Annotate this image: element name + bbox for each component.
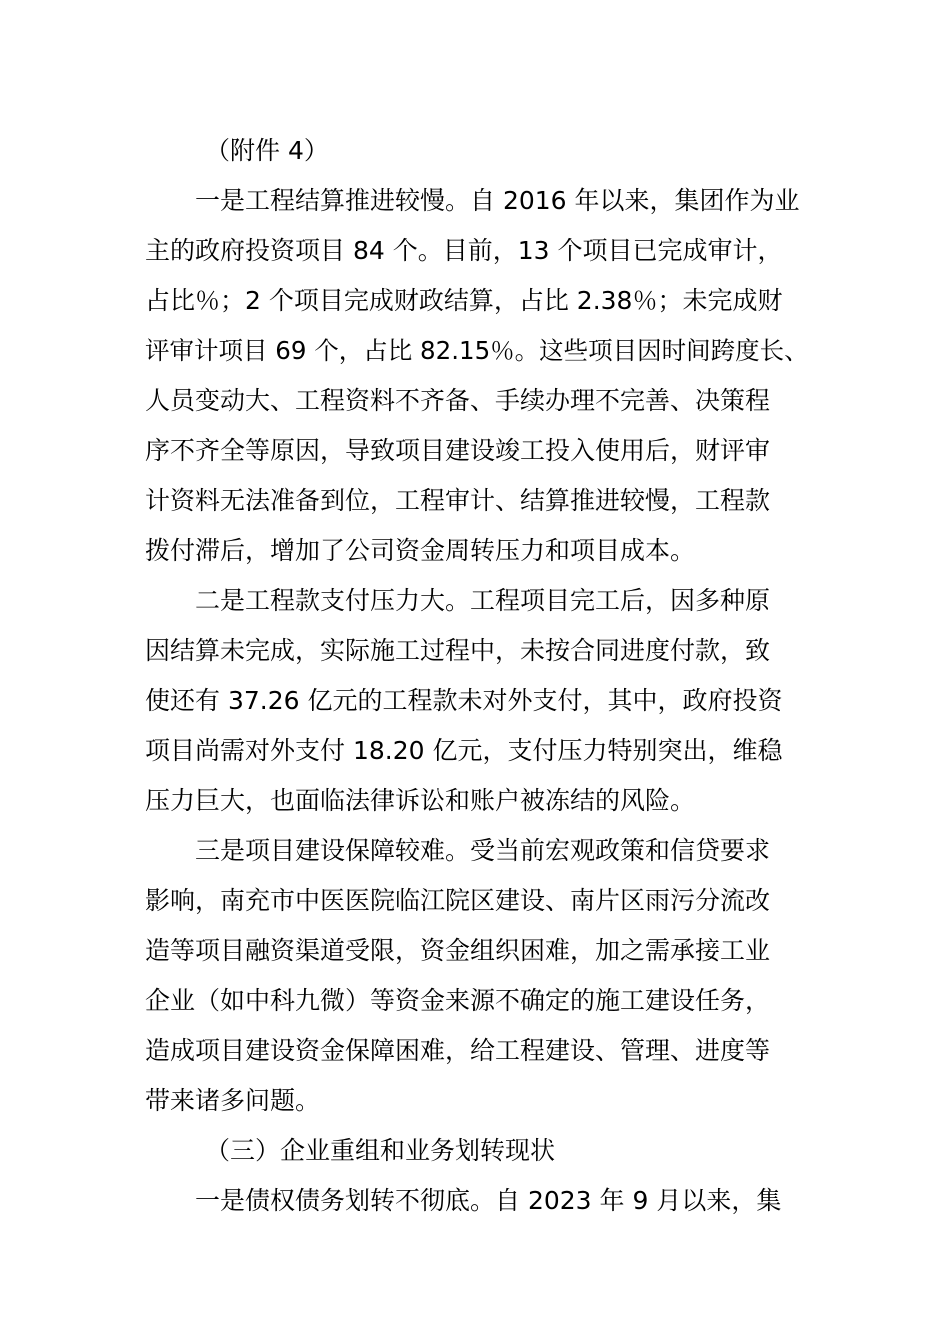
paragraph-1-line-7: 计资料无法准备到位，工程审计、结算推进较慢，工程款 bbox=[145, 486, 771, 515]
section-heading: （三）企业重组和业务划转现状 bbox=[205, 1136, 556, 1165]
paragraph-1-line-3: 占比％；2 个项目完成财政结算，占比 2.38％；未完成财 bbox=[145, 286, 783, 315]
paragraph-3-line-1: 三是项目建设保障较难。受当前宏观政策和信贷要求 bbox=[195, 836, 771, 865]
paragraph-3-line-6: 带来诸多问题。 bbox=[145, 1086, 321, 1115]
paragraph-2-line-4: 项目尚需对外支付 18.20 亿元，支付压力特别突出，维稳 bbox=[145, 736, 783, 765]
paragraph-4-line-1: 一是债权债务划转不彻底。自 2023 年 9 月以来，集 bbox=[195, 1186, 782, 1215]
paragraph-2-line-3: 使还有 37.26 亿元的工程款未对外支付，其中，政府投资 bbox=[145, 686, 783, 715]
paragraph-1-line-4: 评审计项目 69 个，占比 82.15％。这些项目因时间跨度长、 bbox=[145, 336, 809, 365]
paragraph-1-line-8: 拨付滞后，增加了公司资金周转压力和项目成本。 bbox=[145, 536, 696, 565]
paragraph-1-line-2: 主的政府投资项目 84 个。目前，13 个项目已完成审计， bbox=[145, 236, 783, 265]
paragraph-1-line-5: 人员变动大、工程资料不齐备、手续办理不完善、决策程 bbox=[145, 386, 771, 415]
attachment-label: （附件 4） bbox=[205, 136, 329, 165]
paragraph-2-line-5: 压力巨大，也面临法律诉讼和账户被冻结的风险。 bbox=[145, 786, 696, 815]
paragraph-3-line-4: 企业（如中科九微）等资金来源不确定的施工建设任务， bbox=[145, 986, 771, 1015]
paragraph-2-line-2: 因结算未完成，实际施工过程中，未按合同进度付款，致 bbox=[145, 636, 771, 665]
paragraph-1-line-1: 一是工程结算推进较慢。自 2016 年以来，集团作为业 bbox=[195, 186, 800, 215]
paragraph-3-line-3: 造等项目融资渠道受限，资金组织困难，加之需承接工业 bbox=[145, 936, 771, 965]
paragraph-3-line-5: 造成项目建设资金保障困难，给工程建设、管理、进度等 bbox=[145, 1036, 771, 1065]
paragraph-2-line-1: 二是工程款支付压力大。工程项目完工后，因多种原 bbox=[195, 586, 771, 615]
paragraph-3-line-2: 影响，南充市中医医院临江院区建设、南片区雨污分流改 bbox=[145, 886, 771, 915]
paragraph-1-line-6: 序不齐全等原因，导致项目建设竣工投入使用后，财评审 bbox=[145, 436, 771, 465]
